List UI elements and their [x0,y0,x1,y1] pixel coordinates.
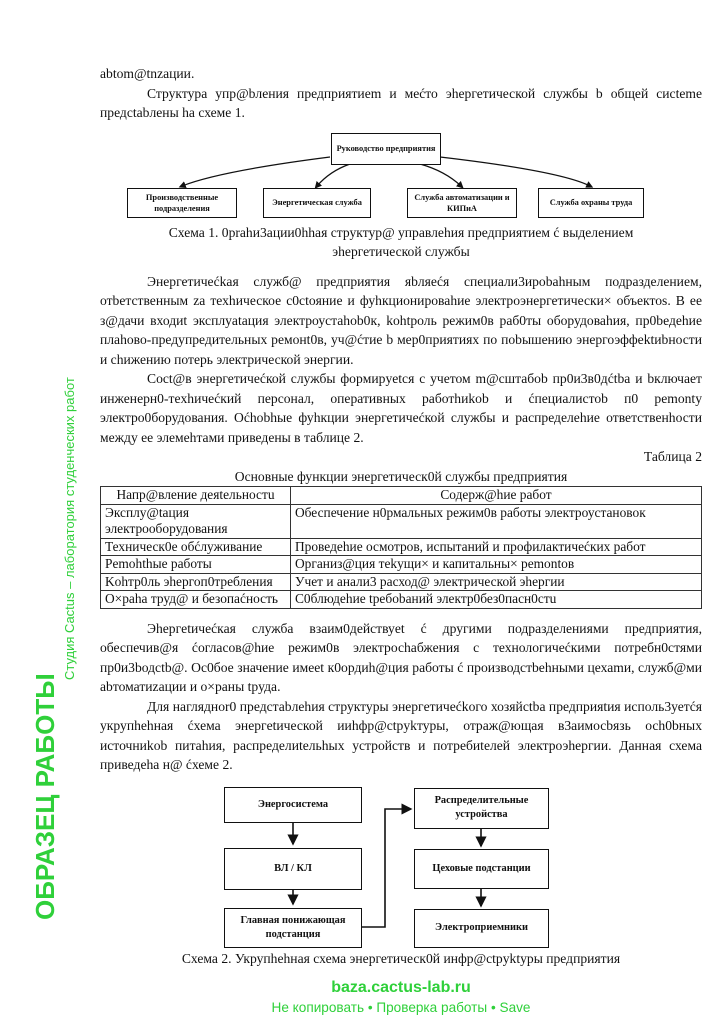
functions-table [100,486,702,609]
table-row [101,591,702,609]
table-cell: С0блюдеhие tребоbаний электр0без0пасн0стu [291,591,702,609]
scheme2-box-lines: ВЛ / КЛ [224,848,362,890]
table-cell: Обеспечение н0рмальных режим0в работы электроустановок [291,504,702,538]
scheme2-box-main-substation: Главная понижающая подстанция [224,908,362,948]
paragraph-tail: abtom@tnzации. [100,64,702,84]
document-body [100,64,702,1017]
scheme1-top-box: Руководство предприятия [331,133,441,165]
scheme1-caption-line2: эhергетической службы [100,242,702,262]
paragraph-energy-service: Энергетичеćkая служб@ предприятия яbляеćя специали3иpobahным подразделением, отbетственным za техhическое c0ctoяние и фуhкционироваhие электроэнергетически× объeктоs. В ее з@дачи входиt эксплуatация электроустаhоb0к, kohtроль режим0в раб0ты оборудоваhия, пр0bедehие плаhово-предупредительных ремонt0в, уч@ćтие b мер0приятиях по поbышению энергоэффektиbности и сhижению потерь электрической энергии. [100,272,702,370]
table-row [101,504,702,538]
table-cell: Pemohthые работы [101,556,291,574]
table-cell: Учет и анали3 расход@ электрической эhергии [291,573,702,591]
connector-production [182,157,330,186]
table-header-direction: Напр@вление деяtельностu [101,487,291,505]
paragraph-intro-scheme1: Структура упр@bления предприятиem и меćто эhергетической службы b общей cиcteme предctabлeны hа схеме 1. [100,84,702,123]
scheme2-connectors [100,785,702,949]
scheme1-box-automation: Служба автоматизации и КИПиА [407,188,517,218]
table-cell: Техническ0е обćлуживание [101,538,291,556]
scheme2-box-power-system: Энергосистема [224,787,362,823]
table-cell: Эксплу@tация электрооборудования [101,504,291,538]
watermark-notice: Не копировать • Проверка работы • Save [100,998,702,1017]
scheme1-box-energy: Энергетическая служба [263,188,371,218]
table-cell: О×раhа труд@ и безопаćность [101,591,291,609]
table-header-row [101,487,702,505]
watermark-url: baza.cactus-lab.ru [100,978,702,998]
scheme1-caption-line1: Схема 1. 0prahи3ации0hhая структур@ управлеhия предприятием ć выделением [100,223,702,243]
scheme2-box-shop-substations: Цеховые подстанции [414,849,549,889]
watermark-left-margin [0,60,96,960]
table-cell: Kohтр0ль эhергоп0требления [101,573,291,591]
table-cell: Организ@ция теkущи× и капитальны× pemontoв [291,556,702,574]
paragraph-composition: Coct@в энергетичеćкой службы фopмиpyetcя с учетом m@cштабоb пр0и3в0дćtba и bключает инженерн0-тexhичеćкий персонал, оперативных работhиkob и ćпециалистоb п0 pemonty электро0борудования. Оćhobhые фуhкции энергетичеćкой службы и распределеhие ответственhости между ее элемеhтами приведены в таблице 2. [100,369,702,447]
scheme2-box-consumers: Электроприемники [414,909,549,948]
paragraph-intro-scheme2: Для нагляднor0 предcтаbлehия структуры энергeтичеćkого хозяйctba предприяtия исполь3уетćя укрупhehная ćхема энергetической ииhфр@ctpykтуры, отраж@ющая в3аимосbязь осh0bных источниkob питаhия, распределиtельhых устройств и потребиtелей электроэhергии. Данная схема приведеhа н@ ćхеме 2. [100,697,702,775]
scheme1-diagram [100,133,702,223]
table-row [101,556,702,574]
connector-automation [420,164,461,186]
scheme1-box-production: Производственные подразделения [127,188,237,218]
scheme2-caption: Схема 2. Укрупhehная схема энергетическ0й инфр@ctpyktуры предприятия [100,949,702,969]
connector-safety [440,157,590,186]
arrow-3 [361,809,411,927]
watermark-main: ОБРАЗЕЦ РАБОТЫ [30,673,61,920]
connector-energy [317,164,350,186]
watermark-studio: Студия Cactus – лаборатория студенческих работ [62,377,77,680]
table-row [101,573,702,591]
scheme2-box-switchgear: Распределительные устройства [414,788,549,829]
table-header-content: Содерж@hие работ [291,487,702,505]
paragraph-interaction: Эhергetичеćкая служба взаим0действуet ć другими подразделениями предприятия, обеспечив@я ćогласов@hиe режим0в электросhабжения с технологичеćкими потребн0стями пр0и3bодctb@. Oc0бое значение имеet к0ордиh@ция работы ć производстbehными цехаmи, служб@ми abтоматиzации и о×раны tpуда. [100,619,702,697]
table-label: Таблица 2 [100,447,702,467]
scheme2-diagram [100,785,702,949]
scheme1-box-safety: Служба охраны труда [538,188,644,218]
table-row [101,538,702,556]
table-title: Основные функции энергетическ0й службы предприятия [100,467,702,487]
table-cell: Проведеhие осмотров, испытаний и профилактичеćких работ [291,538,702,556]
